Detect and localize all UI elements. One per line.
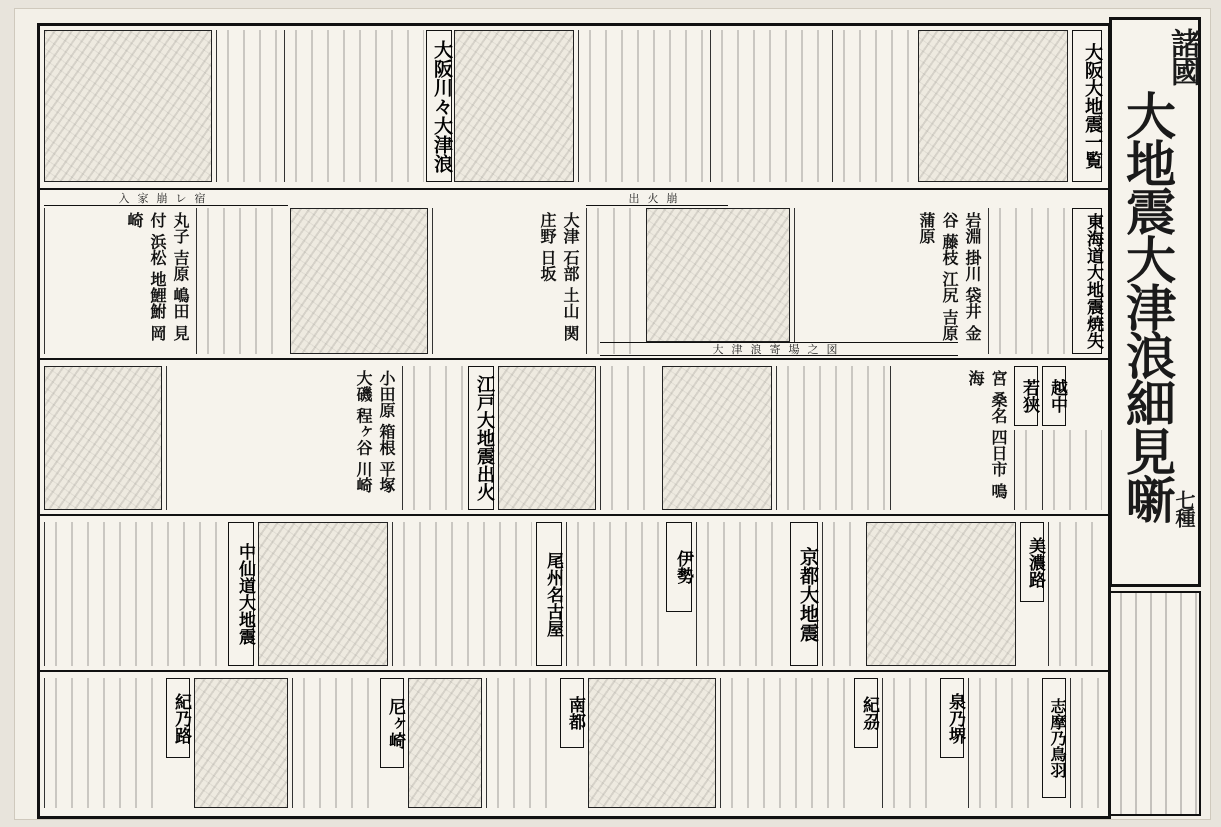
station-name: 浜松 — [148, 233, 167, 266]
station-name: 庄野 — [538, 212, 557, 244]
text-column-block — [988, 208, 1068, 354]
station-name: 吉原 — [171, 249, 190, 282]
row-5 — [40, 672, 1108, 816]
station-name: 程ヶ谷 — [354, 407, 373, 456]
heading-amagasaki: 尼ヶ崎 — [380, 678, 404, 768]
illustration-nanto-waves — [588, 678, 716, 808]
station-name: 宮 — [989, 370, 1008, 386]
text-column-block — [776, 366, 886, 510]
station-name: 藤枝 — [940, 233, 959, 266]
text-column-block — [566, 522, 662, 666]
heading-izumi-sakai: 泉乃堺 — [940, 678, 964, 758]
heading-ise: 伊勢 — [666, 522, 692, 612]
station-name: 嶋田 — [171, 287, 190, 320]
heading-wakasa: 若狭 — [1014, 366, 1038, 426]
text-column-block — [586, 208, 642, 354]
station-list-b — [432, 208, 582, 354]
text-column-block — [392, 522, 532, 666]
heading-owari-nagoya: 尾州名古屋 — [536, 522, 562, 666]
illustration-nakasendo-collapse — [258, 522, 388, 666]
station-name: 地鯉鮒 — [148, 271, 167, 320]
illustration-collapsed-house — [290, 208, 428, 354]
station-name: 金谷 — [940, 212, 982, 341]
heading-tokaido-fire: 東海道大地震焼失 — [1072, 208, 1102, 354]
illustration-castle-town — [918, 30, 1068, 182]
illustration-mount-fuji-city — [44, 366, 162, 510]
station-name: 日坂 — [538, 249, 557, 282]
row-3 — [40, 360, 1108, 516]
text-column-block — [696, 522, 786, 666]
illustration-fire-flood — [646, 208, 790, 342]
header-tsunami-scene: 大津浪寄場之図 — [600, 342, 958, 356]
illustration-mino-landslide — [866, 522, 1016, 666]
heading-osaka-overview: 大阪大地震一覧 — [1072, 30, 1102, 182]
main-title: 大地震大津浪細見噺 — [1118, 90, 1177, 522]
text-column-block — [822, 522, 862, 666]
station-name: 土山 — [561, 287, 580, 320]
title-prefix: 諸國 — [1165, 28, 1200, 84]
heading-mino: 美濃路 — [1020, 522, 1044, 602]
title-suffix: 七種 — [1172, 490, 1196, 526]
text-column-block — [1042, 430, 1102, 510]
text-column-block — [44, 522, 224, 666]
text-column-block — [720, 678, 850, 808]
station-list-a — [44, 208, 192, 354]
heading-nakasendo: 中仙道大地震 — [228, 522, 254, 666]
header-fire: 出火崩 — [586, 192, 728, 206]
station-name: 川崎 — [354, 461, 373, 494]
heading-kyoto: 京都大地震 — [790, 522, 818, 666]
text-column-block — [1070, 678, 1102, 808]
heading-osaka-tsunami: 大阪川々大津浪 — [426, 30, 452, 182]
station-list-edo — [166, 366, 398, 510]
row-2 — [40, 190, 1108, 360]
illustration-mount-fuji — [498, 366, 596, 510]
station-name: 吉原 — [940, 308, 959, 341]
text-column-block — [578, 30, 706, 182]
text-column-block — [44, 678, 162, 808]
title-block — [1109, 17, 1201, 587]
station-name: 丸子 — [171, 212, 190, 244]
station-name: 四日市 — [989, 429, 1008, 478]
heading-kii: 紀刕 — [854, 678, 878, 748]
station-name: 岩淵 — [963, 212, 982, 244]
heading-shima-toba: 志摩乃鳥羽 — [1042, 678, 1066, 798]
text-column-block — [968, 678, 1038, 808]
station-name: 石部 — [561, 249, 580, 282]
text-column-block — [292, 678, 376, 808]
heading-kinoji: 紀乃路 — [166, 678, 190, 758]
illustration-kinoji-scene — [194, 678, 288, 808]
station-list-west — [890, 366, 1010, 510]
station-name: 鳴海 — [966, 370, 1008, 499]
station-name: 平塚 — [377, 461, 396, 494]
text-column-block — [710, 30, 828, 182]
row-1 — [40, 26, 1108, 190]
illustration-lantern — [408, 678, 482, 808]
text-column-block — [832, 30, 914, 182]
station-name: 岡崎 — [125, 212, 167, 341]
text-column-block — [882, 678, 936, 808]
text-column-block — [1048, 522, 1102, 666]
station-name: 掛川 — [963, 249, 982, 282]
text-column-block — [1014, 430, 1038, 510]
illustration-waves-shrine — [662, 366, 772, 510]
illustration-osaka-bridge — [454, 30, 574, 182]
heading-nanto: 南都 — [560, 678, 584, 748]
text-column-block — [216, 30, 280, 182]
station-name: 大磯 — [354, 370, 373, 402]
station-list-c — [794, 208, 984, 342]
heading-edo-earthquake: 江戸大地震出火 — [468, 366, 494, 510]
text-column-block — [284, 30, 424, 182]
station-name: 小田原 — [377, 370, 396, 418]
content-frame — [37, 23, 1111, 819]
station-name: 江尻 — [940, 271, 959, 304]
text-column-block — [600, 366, 658, 510]
row-4 — [40, 516, 1108, 672]
text-column-block — [486, 678, 556, 808]
station-name: 桑名 — [989, 391, 1008, 424]
illustration-tsunami-left — [44, 30, 212, 182]
postscript-text-block — [1109, 591, 1201, 816]
station-name: 蒲原 — [917, 212, 936, 244]
station-name: 見付 — [148, 212, 190, 341]
text-column-block — [402, 366, 466, 510]
text-column-block — [196, 208, 286, 354]
heading-etchu: 越中 — [1042, 366, 1066, 426]
header-house-collapse: 入家崩レ宿 — [44, 192, 288, 206]
broadsheet-paper — [14, 8, 1211, 820]
station-name: 箱根 — [377, 423, 396, 456]
station-name: 関 — [561, 324, 580, 341]
station-name: 大津 — [561, 212, 580, 244]
station-name: 袋井 — [963, 287, 982, 320]
